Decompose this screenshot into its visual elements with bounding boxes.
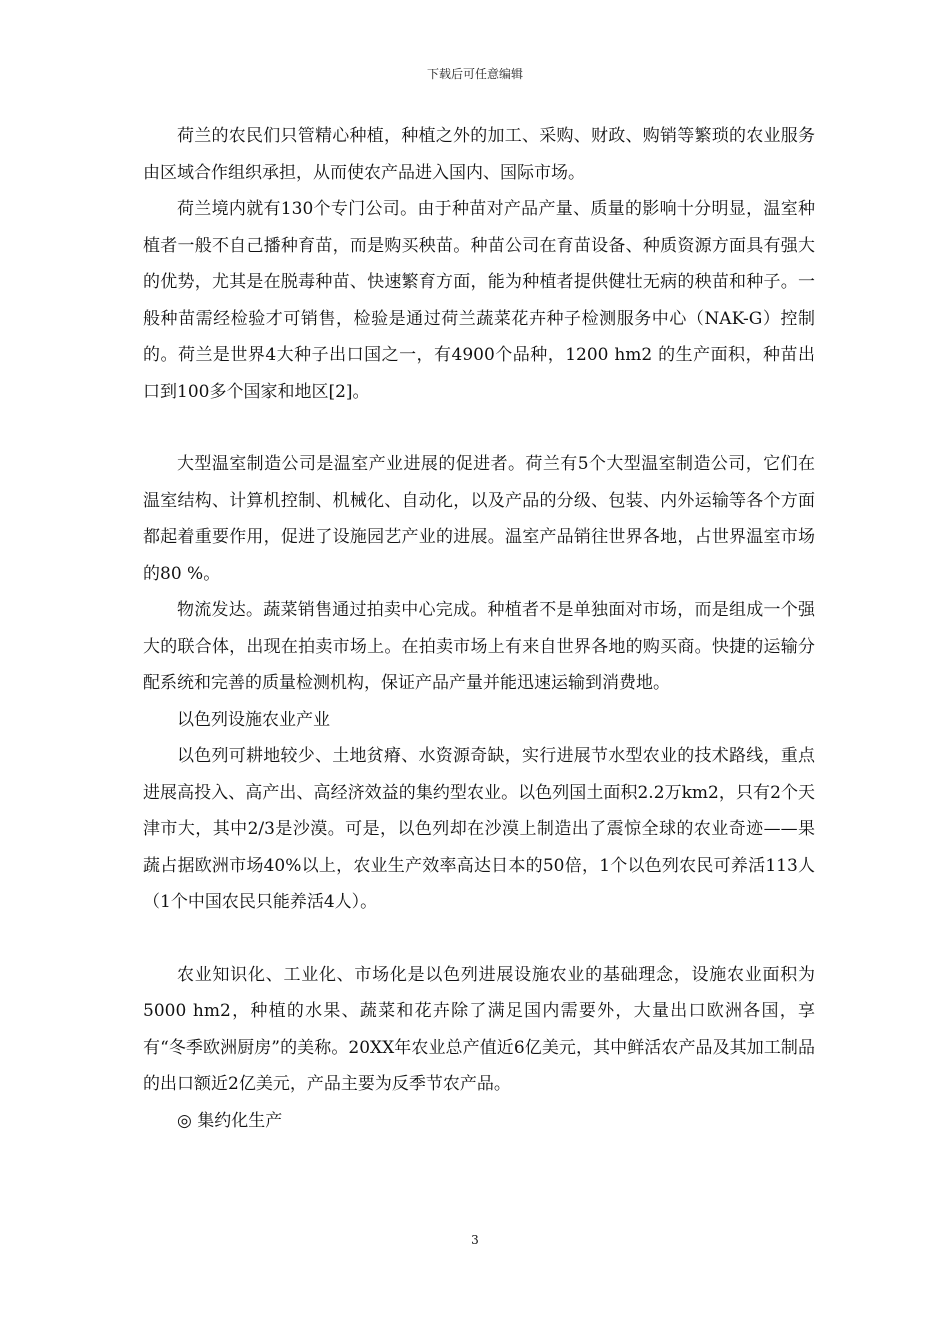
subheading-intensive-production: ◎ 集约化生产 [177, 1110, 283, 1131]
paragraph-israel-principles: 农业知识化、工业化、市场化是以色列进展设施农业的基础理念，设施农业面积为5000 hm2，种植的水果、蔬菜和花卉除了满足国内需要外，大量出口欧洲各国，享有“冬季欧洲厨房”的美称。20XX年农业总产值近6亿美元，其中鲜活农产品及其加工制品的出口额近2亿美元，产品主要为反季节农产品。 [143, 964, 815, 1094]
paragraph-dutch-seed-companies: 荷兰境内就有130个专门公司。由于种苗对产品产量、质量的影响十分明显，温室种植者一般不自己播种育苗，而是购买秧苗。种苗公司在育苗设备、种质资源方面具有强大的优势，尤其是在脱毒种苗、快速繁育方面，能为种植者提供健壮无病的秧苗和种子。一般种苗需经检验才可销售，检验是通过荷兰蔬菜花卉种子检测服务中心（NAK-G）控制的。荷兰是世界4大种子出口国之一，有4900个品种，1200 hm2 的生产面积，种苗出口到100多个国家和地区[2]。 [143, 199, 815, 402]
document-body [143, 118, 815, 1139]
paragraph-logistics: 物流发达。蔬菜销售通过拍卖中心完成。种植者不是单独面对市场，而是组成一个强大的联合体，出现在拍卖市场上。在拍卖市场上有来自世界各地的购买商。快捷的运输分配系统和完善的质量检测机构，保证产品产量并能迅速运输到消费地。 [143, 600, 815, 693]
paragraph-greenhouse-manufacturers: 大型温室制造公司是温室产业进展的促进者。荷兰有5个大型温室制造公司，它们在温室结构、计算机控制、机械化、自动化，以及产品的分级、包装、内外运输等各个方面都起着重要作用，促进了设施园艺产业的进展。温室产品销往世界各地，占世界温室市场的80 %。 [143, 454, 815, 584]
page-header: 下载后可任意编辑 [426, 67, 523, 81]
paragraph-gap [143, 410, 815, 446]
paragraph-gap [143, 921, 815, 957]
paragraph-dutch-farmers: 荷兰的农民们只管精心种植，种植之外的加工、采购、财政、购销等繁琐的农业服务由区域合作组织承担，从而使农产品进入国内、国际市场。 [143, 126, 815, 183]
page-number: 3 [471, 1233, 479, 1247]
section-heading-israel: 以色列设施农业产业 [177, 709, 330, 730]
paragraph-israel-overview: 以色列可耕地较少、土地贫瘠、水资源奇缺，实行进展节水型农业的技术路线，重点进展高投入、高产出、高经济效益的集约型农业。以色列国土面积2.2万km2，只有2个天津市大，其中2/3是沙漠。可是，以色列却在沙漠上制造出了震惊全球的农业奇迹——果蔬占据欧洲市场40%以上，农业生产效率高达日本的50倍，1个以色列农民可养活113人（1个中国农民只能养活4人）。 [143, 746, 815, 912]
